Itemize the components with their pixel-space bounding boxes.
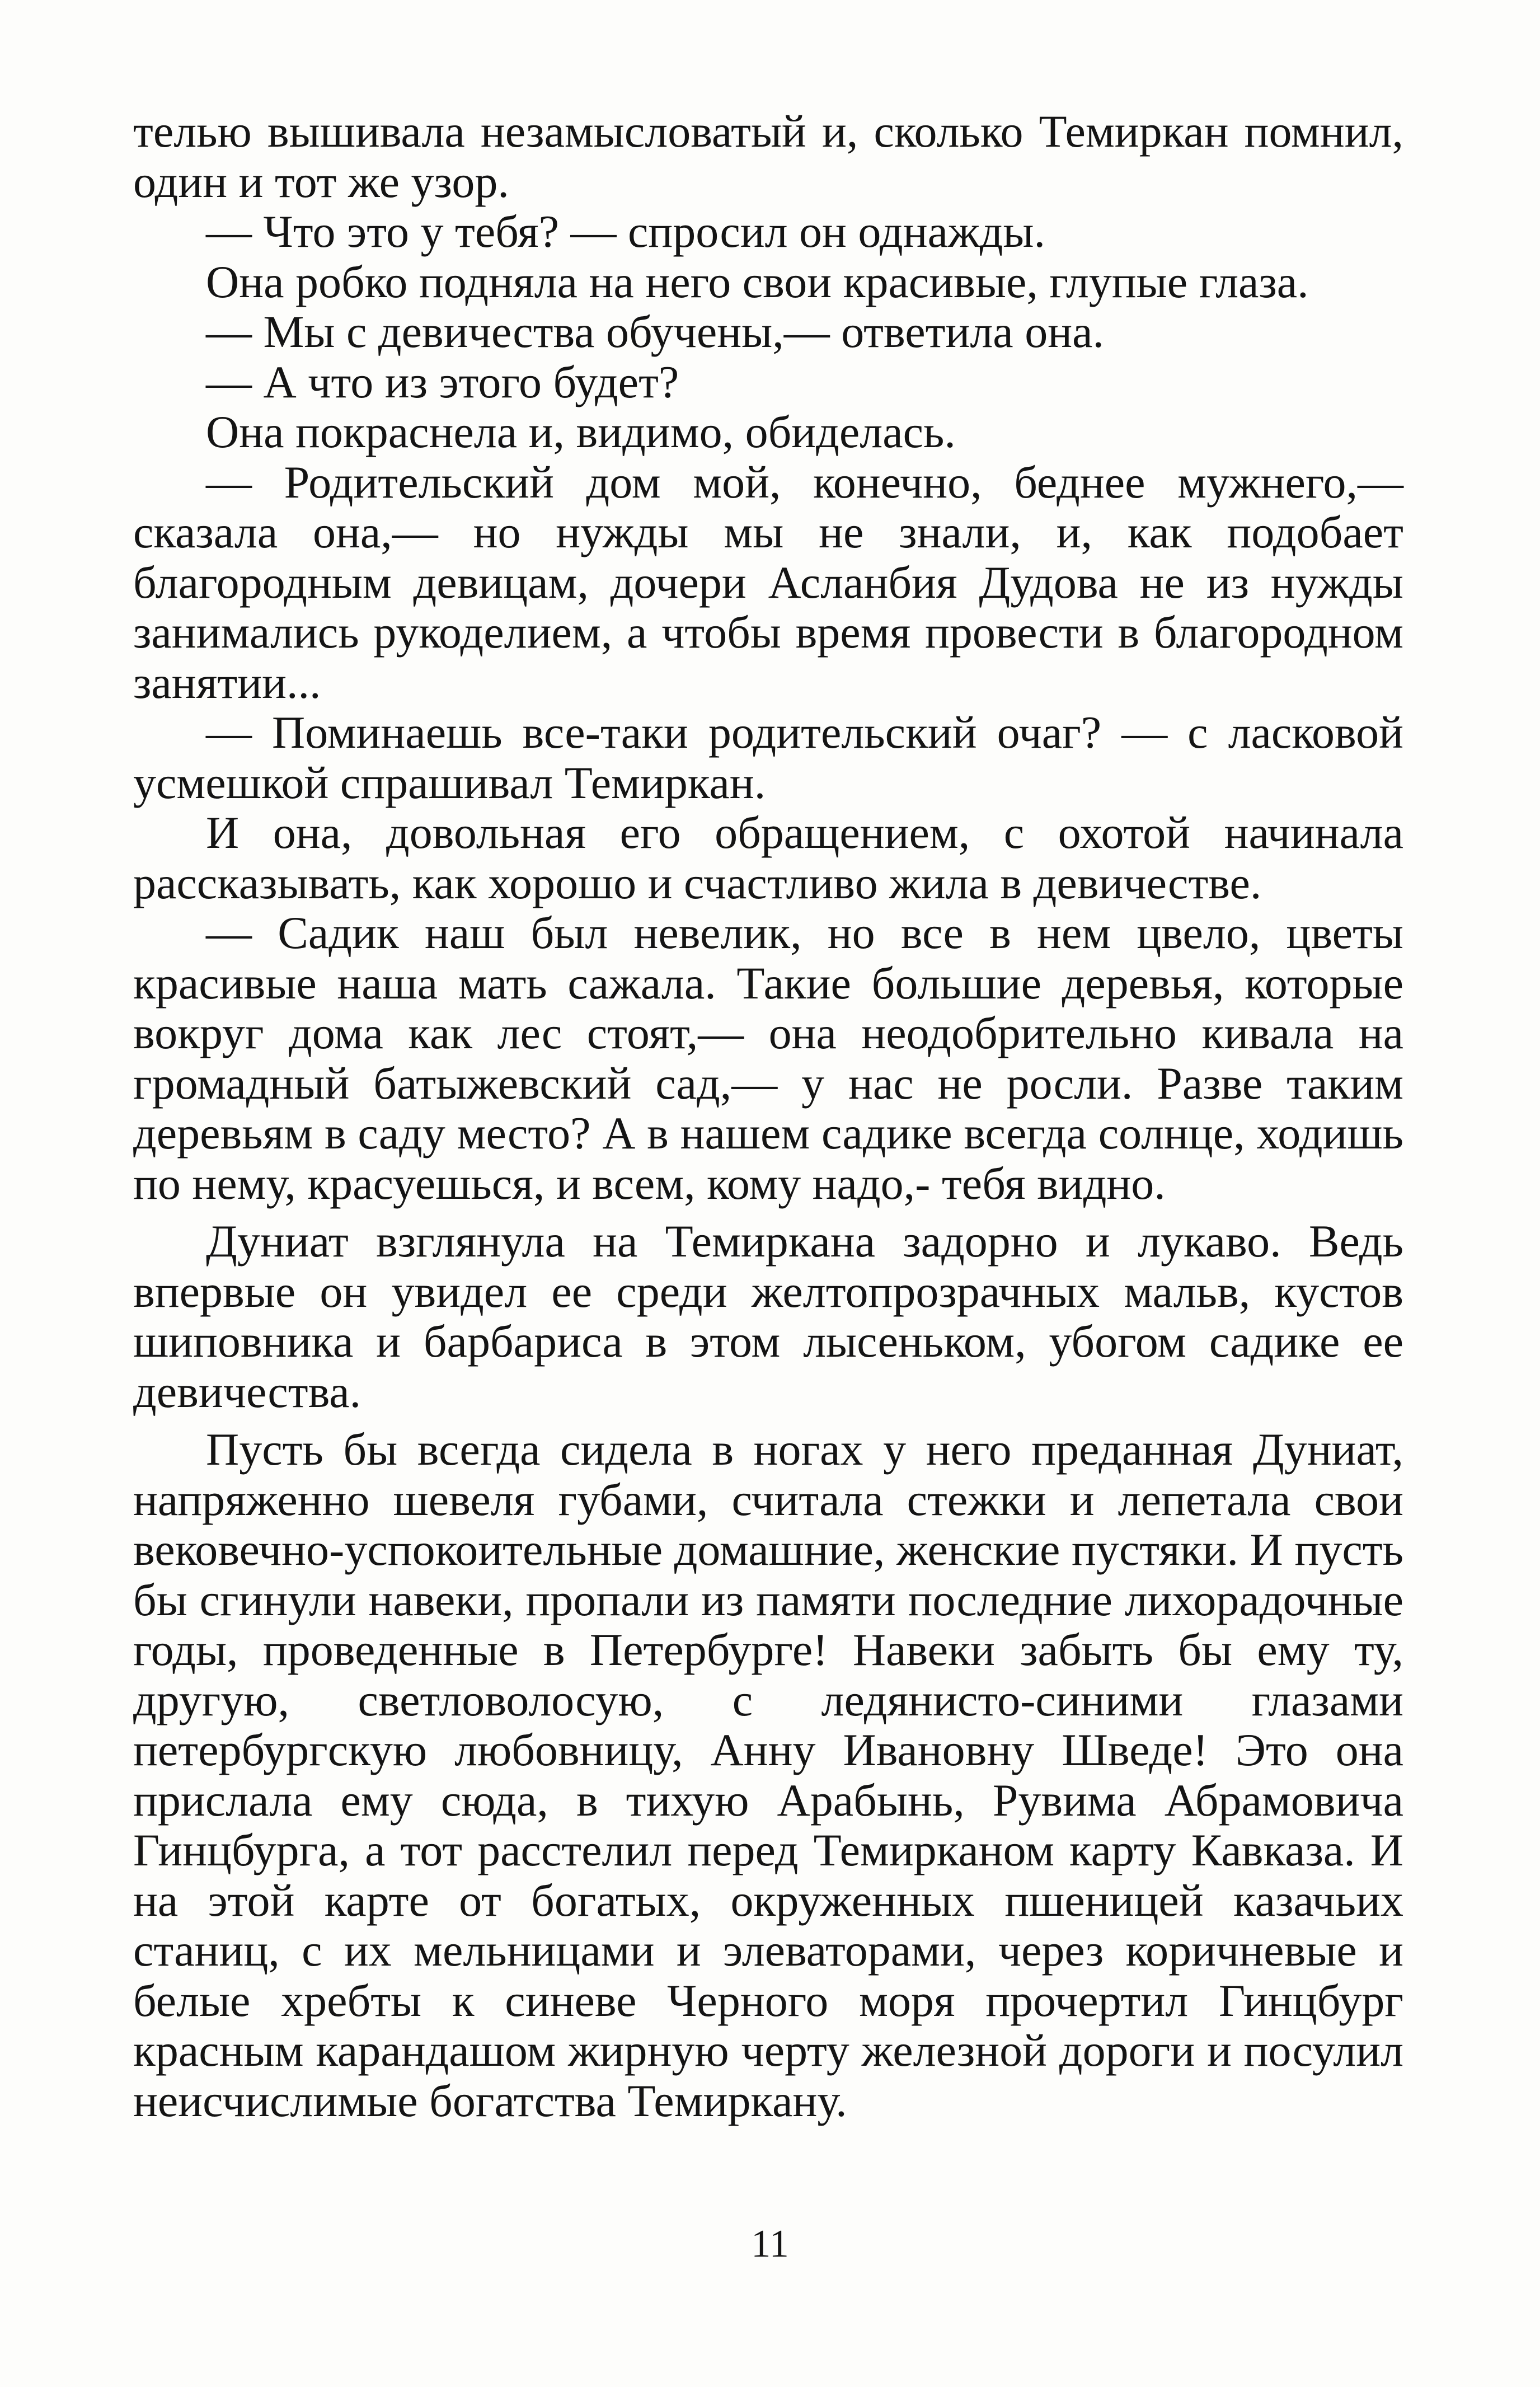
paragraph: — Родительский дом мой, конечно, беднее мужнего,— сказала она,— но нужды мы не знали, и, как подобает благородным девицам, дочери Асланбия Дудова не из нужды занимались рукоделием, а чтобы время провести в благородном занятии...	[133, 456, 1403, 708]
paragraph: Она робко подняла на него свои красивые, глупые глаза.	[206, 256, 1309, 307]
paragraph: — А что из этого будет?	[206, 356, 679, 407]
paragraph: — Поминаешь все-таки родительский очаг? — с ласковой усмешкой спрашивал Темиркан.	[133, 707, 1403, 808]
paragraph: — Что это у тебя? — спросил он однажды.	[206, 206, 1046, 257]
page-number: 11	[751, 2222, 789, 2266]
paragraph: телью вышивала незамысловатый и, сколько Темиркан помнил, один и тот же узор.	[133, 106, 1403, 207]
paragraph: Дуниат взглянула на Темиркана задорно и лукаво. Ведь впервые он увидел ее среди желтопрозрачных мальв, кустов шиповника и барбариса в этом лысеньком, убогом садике ее девичества.	[133, 1216, 1403, 1417]
paragraph: — Мы с девичества обучены,— ответила она.	[206, 306, 1104, 357]
paragraph: Пусть бы всегда сидела в ногах у него преданная Дуниат, напряженно шевеля губами, считала стежки и лепетала свои вековечно-успокоительные домашние, женские пустяки. И пусть бы сгинули навеки, пропали из памяти последние лихорадочные годы, проведенные в Петербурге! Навеки забыть бы ему ту, другую, светловолосую, с ледянисто-синими глазами петербургскую любовницу, Анну Ивановну Шведе! Это она прислала ему сюда, в тихую Арабынь, Рувима Абрамовича Гинцбурга, а тот расстелил перед Темирканом карту Кавказа. И на этой карте от богатых, окруженных пшеницей казачьих станиц, с их мельницами и элеваторами, через коричневые и белые хребты к синеве Черного моря прочертил Гинцбург красным карандашом жирную черту железной дороги и посулил неисчислимые богатства Темиркану.	[133, 1424, 1403, 2126]
paragraph: И она, довольная его обращением, с охотой начинала рассказывать, как хорошо и счастливо жила в девичестве.	[133, 807, 1403, 908]
paragraph: Она покраснела и, видимо, обиделась.	[206, 406, 956, 457]
paragraph: — Садик наш был невелик, но все в нем цвело, цветы красивые наша мать сажала. Такие большие деревья, которые вокруг дома как лес стоят,— она неодобрительно кивала на громадный батыжевский сад,— у нас не росли. Разве таким деревьям в саду место? А в нашем садике всегда солнце, ходишь по нему, красуешься, и всем, кому надо,- тебя видно.	[133, 907, 1403, 1209]
body-text	[133, 106, 1403, 2126]
